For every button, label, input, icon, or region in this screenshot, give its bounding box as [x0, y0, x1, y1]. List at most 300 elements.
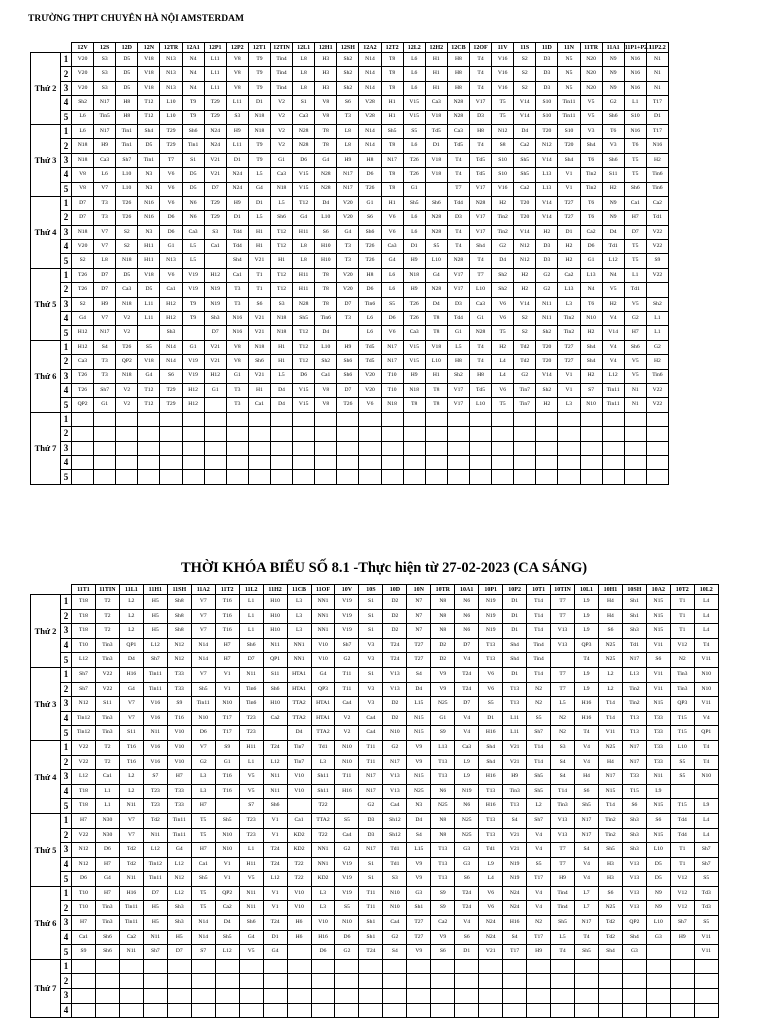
lesson-cell: H7 — [191, 799, 215, 814]
lesson-cell: Sh7 — [670, 916, 694, 931]
period-row — [31, 283, 669, 297]
lesson-cell: H2 — [514, 283, 536, 297]
period-number: 1 — [61, 412, 72, 426]
class-header: 11S — [514, 43, 536, 53]
period-number: 2 — [61, 828, 72, 843]
lesson-cell: V1 — [215, 872, 239, 887]
lesson-cell: N24 — [479, 916, 503, 931]
lesson-cell: D4 — [270, 398, 292, 412]
lesson-cell — [143, 1003, 167, 1018]
lesson-cell: V21 — [503, 843, 527, 858]
lesson-cell: L10 — [469, 283, 491, 297]
lesson-cell: V8 — [226, 340, 248, 354]
lesson-cell: G1 — [403, 182, 425, 196]
period-number: 4 — [61, 168, 72, 182]
lesson-cell: T9 — [248, 153, 270, 167]
lesson-cell: S5 — [335, 813, 359, 828]
lesson-cell: T14 — [598, 799, 622, 814]
lesson-cell: Tin3 — [95, 916, 119, 931]
lesson-cell: N10 — [335, 755, 359, 770]
lesson-cell — [293, 427, 315, 441]
lesson-cell: N2 — [527, 916, 551, 931]
lesson-cell — [160, 441, 182, 455]
lesson-cell: T33 — [167, 784, 191, 799]
lesson-cell — [335, 974, 359, 989]
lesson-cell: Ca4 — [335, 828, 359, 843]
period-number: 5 — [61, 398, 72, 412]
lesson-cell: V6 — [160, 182, 182, 196]
lesson-cell: H12 — [160, 312, 182, 326]
period-row — [31, 857, 719, 872]
lesson-cell: T20 — [514, 196, 536, 210]
lesson-cell: V17 — [447, 383, 469, 397]
lesson-cell: V20 — [337, 268, 359, 282]
period-row — [31, 930, 719, 945]
lesson-cell: T26 — [337, 398, 359, 412]
lesson-cell: H5 — [143, 624, 167, 639]
class-header: 11OF — [311, 585, 335, 595]
lesson-cell: S2 — [116, 240, 138, 254]
lesson-cell: N9 — [602, 53, 624, 67]
lesson-cell: N12 — [492, 124, 514, 138]
period-row — [31, 383, 669, 397]
lesson-cell: D7 — [72, 196, 94, 210]
lesson-cell: V6 — [359, 398, 381, 412]
lesson-cell: H8 — [447, 53, 469, 67]
lesson-cell: G4 — [72, 312, 94, 326]
lesson-cell: Sh3 — [167, 901, 191, 916]
lesson-cell: D3 — [536, 53, 558, 67]
lesson-cell: Ca2 — [119, 930, 143, 945]
lesson-cell: D5 — [138, 283, 160, 297]
lesson-cell: L6 — [72, 110, 94, 124]
lesson-cell: H7 — [215, 638, 239, 653]
lesson-cell — [138, 455, 160, 469]
lesson-cell — [447, 470, 469, 484]
lesson-cell — [116, 455, 138, 469]
lesson-cell: H12 — [72, 340, 94, 354]
lesson-cell: S6 — [359, 211, 381, 225]
lesson-cell: T33 — [646, 711, 670, 726]
lesson-cell: T18 — [72, 609, 96, 624]
lesson-cell: Ca3 — [293, 110, 315, 124]
period-row — [31, 340, 669, 354]
lesson-cell: G2 — [335, 843, 359, 858]
lesson-cell — [646, 455, 668, 469]
lesson-cell: L9 — [575, 667, 599, 682]
lesson-cell: Tin6 — [646, 168, 668, 182]
lesson-cell: N15 — [407, 770, 431, 785]
lesson-cell: N3 — [138, 225, 160, 239]
lesson-cell: D1 — [646, 110, 668, 124]
lesson-cell: S10 — [492, 168, 514, 182]
lesson-cell: G4 — [138, 369, 160, 383]
lesson-cell: V2 — [116, 398, 138, 412]
lesson-cell: G2 — [335, 945, 359, 960]
lesson-cell: T12 — [293, 340, 315, 354]
lesson-cell: H5 — [143, 609, 167, 624]
lesson-cell: H16 — [311, 930, 335, 945]
lesson-cell: V13 — [383, 682, 407, 697]
lesson-cell — [72, 470, 94, 484]
lesson-cell — [403, 470, 425, 484]
lesson-cell: Sh2 — [337, 67, 359, 81]
lesson-cell: Ca3 — [447, 124, 469, 138]
lesson-cell — [479, 1003, 503, 1018]
lesson-cell: V21 — [479, 945, 503, 960]
lesson-cell: T4 — [469, 355, 491, 369]
lesson-cell — [383, 974, 407, 989]
lesson-cell: L4 — [694, 813, 718, 828]
lesson-cell: N1 — [624, 398, 646, 412]
lesson-cell: N17 — [94, 124, 116, 138]
lesson-cell: Sh12 — [383, 813, 407, 828]
class-header: 12OF — [469, 43, 491, 53]
lesson-cell: T8 — [381, 67, 403, 81]
lesson-cell: T24 — [263, 843, 287, 858]
lesson-cell: T13 — [503, 682, 527, 697]
lesson-cell — [204, 455, 226, 469]
lesson-cell: T8 — [315, 124, 337, 138]
lesson-cell — [425, 470, 447, 484]
period-row — [31, 828, 719, 843]
lesson-cell: V21 — [204, 153, 226, 167]
lesson-cell: Td2 — [514, 340, 536, 354]
lesson-cell: H2 — [492, 196, 514, 210]
lesson-cell: T29 — [160, 383, 182, 397]
lesson-cell — [182, 412, 204, 426]
lesson-cell: T1 — [670, 595, 694, 610]
lesson-cell: N16 — [624, 67, 646, 81]
class-header: 12SH — [337, 43, 359, 53]
lesson-cell: V16 — [143, 755, 167, 770]
lesson-cell: T9 — [182, 312, 204, 326]
lesson-cell — [204, 470, 226, 484]
lesson-cell — [575, 1003, 599, 1018]
period-row — [31, 211, 669, 225]
lesson-cell — [293, 412, 315, 426]
lesson-cell: T26 — [403, 168, 425, 182]
lesson-cell: D1 — [425, 139, 447, 153]
lesson-cell: S3 — [270, 297, 292, 311]
lesson-cell: V14 — [514, 297, 536, 311]
lesson-cell: V8 — [315, 398, 337, 412]
lesson-cell: S2 — [72, 254, 94, 268]
period-row — [31, 110, 669, 124]
lesson-cell: H9 — [226, 124, 248, 138]
lesson-cell: H9 — [337, 340, 359, 354]
lesson-cell: Tin2 — [580, 182, 602, 196]
lesson-cell: H7 — [167, 770, 191, 785]
lesson-cell: Tin3 — [95, 711, 119, 726]
lesson-cell: Td4 — [670, 828, 694, 843]
lesson-cell: T12 — [138, 110, 160, 124]
lesson-cell: T6 — [580, 211, 602, 225]
period-number: 1 — [61, 740, 72, 755]
lesson-cell — [359, 470, 381, 484]
period-row — [31, 945, 719, 960]
lesson-cell: N18 — [116, 297, 138, 311]
lesson-cell: D2 — [383, 711, 407, 726]
lesson-cell: KD2 — [287, 828, 311, 843]
lesson-cell: T2 — [95, 624, 119, 639]
lesson-cell: V6 — [479, 667, 503, 682]
lesson-cell: V4 — [527, 828, 551, 843]
lesson-cell: N17 — [383, 755, 407, 770]
lesson-cell — [119, 1003, 143, 1018]
lesson-cell: T5 — [492, 326, 514, 340]
lesson-cell: L10 — [670, 740, 694, 755]
lesson-cell: Sh6 — [624, 340, 646, 354]
class-header: 11TIN — [95, 585, 119, 595]
lesson-cell: T14 — [527, 667, 551, 682]
lesson-cell — [226, 455, 248, 469]
period-row — [31, 326, 669, 340]
class-header: 10T2 — [670, 585, 694, 595]
lesson-cell: T5 — [492, 110, 514, 124]
lesson-cell: N3 — [138, 168, 160, 182]
lesson-cell: S5 — [335, 901, 359, 916]
lesson-cell: N11 — [143, 828, 167, 843]
lesson-cell: T13 — [431, 755, 455, 770]
lesson-cell: Sh3 — [622, 813, 646, 828]
lesson-cell: T11 — [335, 770, 359, 785]
period-number: 4 — [61, 312, 72, 326]
lesson-cell: G4 — [381, 254, 403, 268]
lesson-cell: L5 — [270, 196, 292, 210]
lesson-cell: V1 — [558, 369, 580, 383]
lesson-cell: V10 — [287, 901, 311, 916]
lesson-cell: V21 — [204, 168, 226, 182]
lesson-cell: T10 — [381, 369, 403, 383]
lesson-cell: T15 — [670, 799, 694, 814]
period-row — [31, 427, 669, 441]
lesson-cell: S4 — [503, 813, 527, 828]
lesson-cell — [447, 455, 469, 469]
lesson-cell: S10 — [536, 96, 558, 110]
lesson-cell — [503, 1003, 527, 1018]
period-row — [31, 770, 719, 785]
lesson-cell: T3 — [94, 196, 116, 210]
lesson-cell: L3 — [191, 770, 215, 785]
lesson-cell: V21 — [248, 369, 270, 383]
lesson-cell: N15 — [646, 624, 670, 639]
lesson-cell — [602, 470, 624, 484]
lesson-cell: N13 — [160, 254, 182, 268]
lesson-cell — [622, 959, 646, 974]
lesson-cell: N10 — [335, 916, 359, 931]
period-row — [31, 595, 719, 610]
class-header: 11T2 — [215, 585, 239, 595]
lesson-cell: T5 — [191, 828, 215, 843]
lesson-cell: T8 — [381, 182, 403, 196]
lesson-cell: Td2 — [598, 916, 622, 931]
lesson-cell: Sh4 — [598, 945, 622, 960]
lesson-cell — [646, 945, 670, 960]
lesson-cell: Ca1 — [624, 196, 646, 210]
lesson-cell: L5 — [182, 254, 204, 268]
lesson-cell: Ca1 — [226, 268, 248, 282]
lesson-cell: Sh6 — [602, 153, 624, 167]
class-header: 12H1 — [315, 43, 337, 53]
lesson-cell: L1 — [239, 609, 263, 624]
lesson-cell: N13 — [160, 81, 182, 95]
lesson-cell: N16 — [624, 124, 646, 138]
lesson-cell: QP2 — [72, 398, 94, 412]
lesson-cell: V2 — [335, 711, 359, 726]
lesson-cell — [315, 455, 337, 469]
lesson-cell: N18 — [72, 153, 94, 167]
lesson-cell — [670, 945, 694, 960]
lesson-cell: D4 — [492, 254, 514, 268]
lesson-cell: V16 — [492, 81, 514, 95]
lesson-cell: N12 — [167, 872, 191, 887]
lesson-cell: T13 — [503, 697, 527, 712]
period-row — [31, 989, 719, 1004]
lesson-cell: N17 — [622, 755, 646, 770]
lesson-cell: S4 — [94, 340, 116, 354]
lesson-cell: N17 — [359, 770, 383, 785]
lesson-cell: Tin4 — [527, 653, 551, 668]
lesson-cell: G4 — [248, 182, 270, 196]
lesson-cell: D6 — [381, 312, 403, 326]
lesson-cell: L11 — [503, 711, 527, 726]
lesson-cell — [116, 412, 138, 426]
lesson-cell: L5 — [182, 240, 204, 254]
lesson-cell — [72, 989, 96, 1004]
lesson-cell: L1 — [239, 624, 263, 639]
lesson-cell: T22 — [311, 828, 335, 843]
lesson-cell: T4 — [575, 653, 599, 668]
lesson-cell: H9 — [226, 196, 248, 210]
period-row — [31, 254, 669, 268]
lesson-cell: L1 — [646, 312, 668, 326]
lesson-cell: H16 — [479, 799, 503, 814]
lesson-cell: Sh3 — [160, 326, 182, 340]
lesson-cell: S9 — [72, 945, 96, 960]
lesson-cell: T7 — [469, 268, 491, 282]
lesson-cell: S10 — [492, 153, 514, 167]
lesson-cell: N8 — [431, 609, 455, 624]
lesson-cell: G2 — [335, 653, 359, 668]
lesson-cell: N2 — [527, 697, 551, 712]
period-number: 1 — [61, 124, 72, 138]
class-header: 11V — [492, 43, 514, 53]
lesson-cell: N9 — [646, 901, 670, 916]
lesson-cell: D4 — [215, 916, 239, 931]
lesson-cell: T3 — [94, 355, 116, 369]
lesson-cell — [602, 427, 624, 441]
lesson-cell: V22 — [646, 268, 668, 282]
lesson-cell: N8 — [431, 624, 455, 639]
lesson-cell — [359, 989, 383, 1004]
lesson-cell — [580, 427, 602, 441]
lesson-cell — [95, 989, 119, 1004]
lesson-cell: S5 — [138, 340, 160, 354]
lesson-cell: H4 — [598, 755, 622, 770]
lesson-cell: D3 — [536, 81, 558, 95]
lesson-cell: L9 — [575, 595, 599, 610]
lesson-cell: V19 — [182, 369, 204, 383]
lesson-cell — [624, 427, 646, 441]
lesson-cell: G4 — [239, 930, 263, 945]
lesson-cell: V28 — [359, 96, 381, 110]
lesson-cell — [551, 974, 575, 989]
lesson-cell: Sh6 — [602, 110, 624, 124]
lesson-cell: V22 — [646, 225, 668, 239]
lesson-cell: S3 — [94, 53, 116, 67]
lesson-cell: L13 — [558, 283, 580, 297]
lesson-cell: S6 — [337, 96, 359, 110]
lesson-cell: V8 — [72, 168, 94, 182]
lesson-cell: QP2 — [622, 916, 646, 931]
period-row — [31, 755, 719, 770]
lesson-cell: V21 — [503, 740, 527, 755]
lesson-cell: G2 — [492, 240, 514, 254]
lesson-cell — [167, 959, 191, 974]
lesson-cell: Sh2 — [536, 383, 558, 397]
lesson-cell: T13 — [479, 828, 503, 843]
lesson-cell: N30 — [95, 813, 119, 828]
lesson-cell: Sh12 — [383, 828, 407, 843]
lesson-cell: V1 — [215, 667, 239, 682]
lesson-cell: T3 — [94, 211, 116, 225]
lesson-cell: D6 — [311, 945, 335, 960]
lesson-cell: T17 — [215, 726, 239, 741]
period-row — [31, 412, 669, 426]
lesson-cell — [536, 412, 558, 426]
lesson-cell: T12 — [138, 398, 160, 412]
lesson-cell: V6 — [479, 886, 503, 901]
class-header: 10L1 — [575, 585, 599, 595]
lesson-cell — [479, 989, 503, 1004]
lesson-cell: V2 — [270, 139, 292, 153]
lesson-cell — [694, 989, 718, 1004]
lesson-cell: H1 — [270, 254, 292, 268]
lesson-cell: T16 — [215, 770, 239, 785]
lesson-cell: T16 — [167, 711, 191, 726]
lesson-cell: V13 — [383, 667, 407, 682]
lesson-cell: V20 — [72, 67, 94, 81]
lesson-cell: L11 — [226, 96, 248, 110]
period-number: 3 — [61, 297, 72, 311]
lesson-cell: N18 — [403, 383, 425, 397]
lesson-cell — [503, 989, 527, 1004]
lesson-cell: T3 — [226, 398, 248, 412]
lesson-cell: N7 — [407, 609, 431, 624]
lesson-cell: Tin11 — [558, 110, 580, 124]
lesson-cell: V21 — [503, 755, 527, 770]
lesson-cell: V5 — [239, 945, 263, 960]
lesson-cell: Sh6 — [337, 355, 359, 369]
lesson-cell — [425, 182, 447, 196]
lesson-cell: L10 — [116, 182, 138, 196]
lesson-cell: N10 — [580, 398, 602, 412]
lesson-cell: S9 — [215, 740, 239, 755]
lesson-cell: G4 — [95, 872, 119, 887]
lesson-cell: G4 — [315, 153, 337, 167]
lesson-cell: N15 — [646, 697, 670, 712]
lesson-cell: T13 — [503, 799, 527, 814]
lesson-cell: G2 — [536, 283, 558, 297]
lesson-cell: L2 — [598, 682, 622, 697]
lesson-cell — [646, 959, 670, 974]
lesson-cell: N12 — [72, 857, 96, 872]
lesson-cell: H11 — [138, 240, 160, 254]
lesson-cell: G1 — [94, 398, 116, 412]
lesson-cell: Sh7 — [143, 945, 167, 960]
lesson-cell — [624, 470, 646, 484]
